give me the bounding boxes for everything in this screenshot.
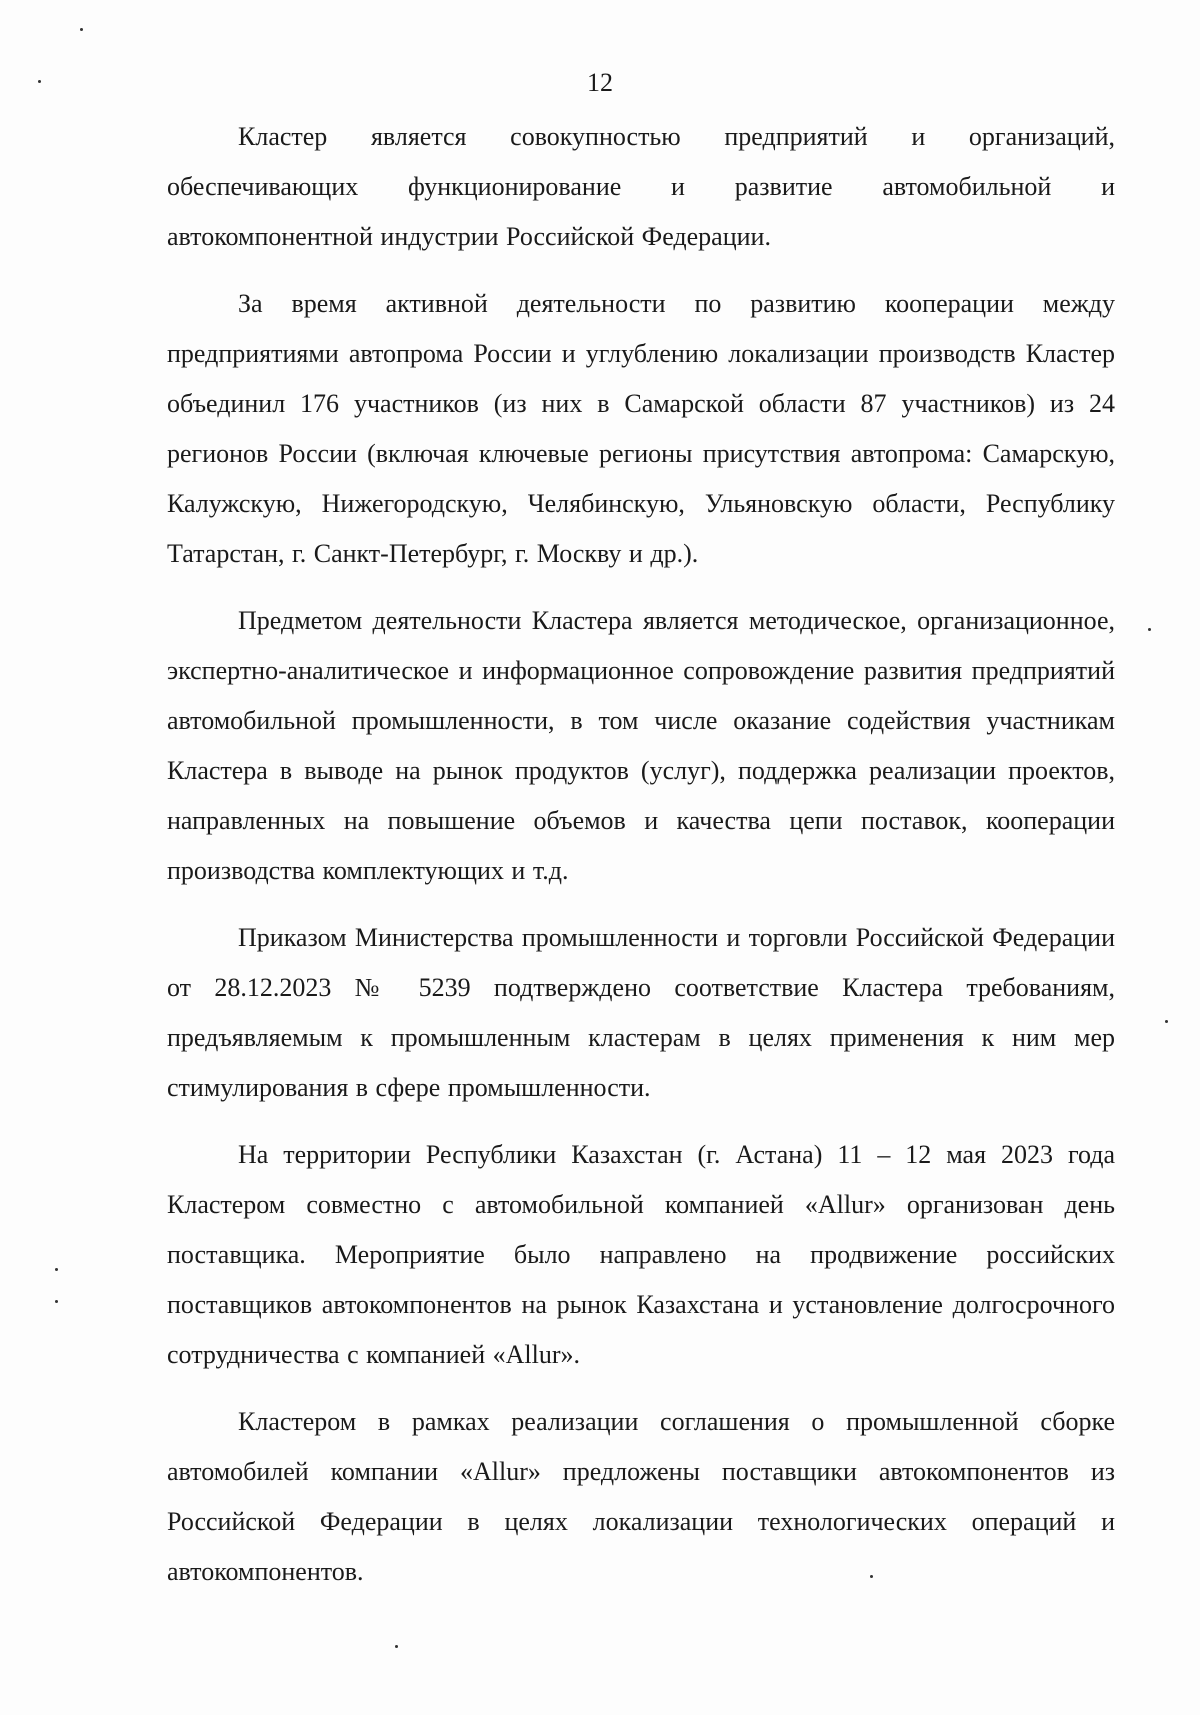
document-body: [167, 112, 1115, 1614]
scan-speck: [38, 80, 41, 83]
scan-speck: [1148, 628, 1151, 631]
paragraph-cluster-definition: Кластер является совокупностью предприятий и организаций, обеспечивающих функционирование и развитие автомобильной и автокомпонентной индустрии Российской Федерации.: [167, 122, 1115, 251]
scan-speck: [55, 1300, 58, 1303]
paragraph-kazakhstan-supplier-day: На территории Республики Казахстан (г. Астана) 11 – 12 мая 2023 года Кластером совместно с автомобильной компанией «Allur» организован день поставщика. Мероприятие было направлено на продвижение российских поставщиков автокомпонентов на рынок Казахстана и установление долгосрочного сотрудничества с компанией «Allur».: [167, 1140, 1115, 1369]
page-number: 12: [587, 68, 613, 97]
scan-speck: [55, 1268, 58, 1271]
scan-speck: [395, 1645, 398, 1648]
paragraph-cluster-participants: За время активной деятельности по развитию кооперации между предприятиями автопрома России и углублению локализации производств Кластер объединил 176 участников (из них в Самарской области 87 участников) из 24 регионов России (включая ключевые регионы присутствия автопрома: Самарскую, Калужскую, Нижегородскую, Челябинскую, Ульяновскую области, Республику Татарстан, г. Санкт-Петербург, г. Москву и др.).: [167, 289, 1115, 568]
scan-speck: [80, 28, 83, 31]
scan-speck: [870, 1575, 873, 1578]
paragraph-allur-suppliers: Кластером в рамках реализации соглашения о промышленной сборке автомобилей компании «Allur» предложены поставщики автокомпонентов из Российской Федерации в целях локализации технологических операций и автокомпонентов.: [167, 1407, 1115, 1586]
paragraph-ministry-order: Приказом Министерства промышленности и торговли Российской Федерации от 28.12.2023 № 5239 подтверждено соответствие Кластера требованиям, предъявляемым к промышленным кластерам в целях применения к ним мер стимулирования в сфере промышленности.: [167, 923, 1115, 1102]
scan-speck: [1165, 1020, 1168, 1023]
paragraph-cluster-activity: Предметом деятельности Кластера является методическое, организационное, экспертно-аналитическое и информационное сопровождение развития предприятий автомобильной промышленности, в том числе оказание содействия участникам Кластера в выводе на рынок продуктов (услуг), поддержка реализации проектов, направленных на повышение объемов и качества цепи поставок, кооперации производства комплектующих и т.д.: [167, 606, 1115, 885]
